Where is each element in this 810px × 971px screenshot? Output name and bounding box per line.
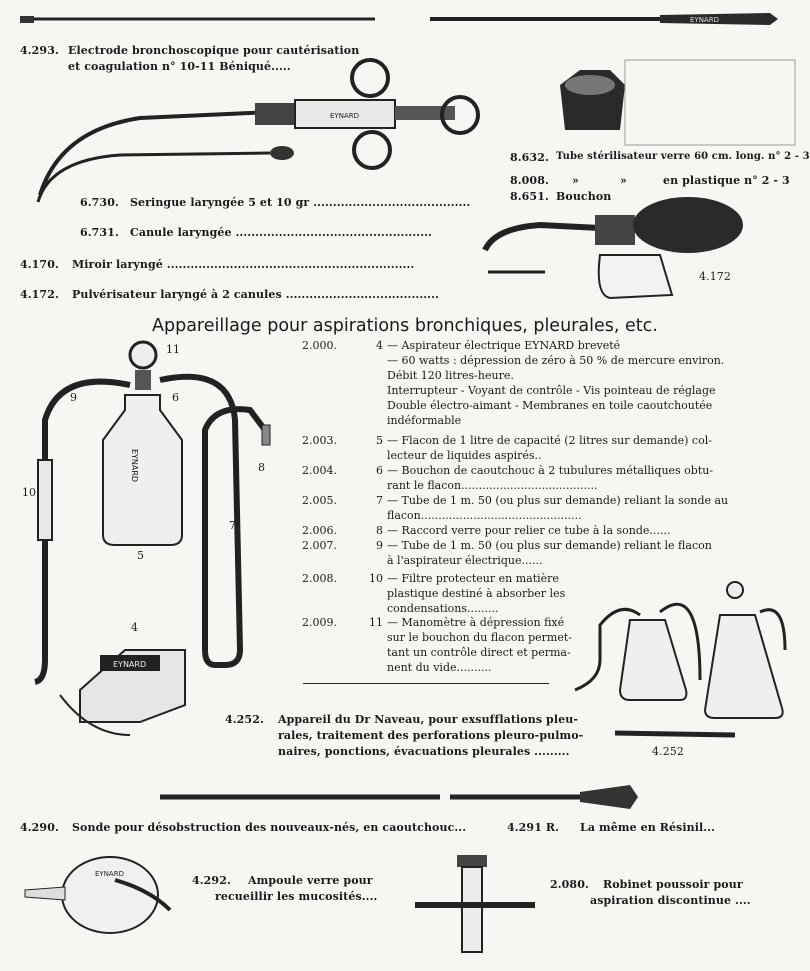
caption-4172: 4.172	[699, 270, 731, 283]
component-num: 5	[376, 434, 383, 447]
desc-line: — Filtre protecteur en matière	[387, 572, 559, 585]
component-6-desc	[387, 463, 713, 493]
item-6730-text: Seringue laryngée 5 et 10 gr	[130, 196, 310, 209]
item-8008-code: 8.008.	[510, 174, 549, 187]
component-code: 2.005.	[302, 494, 337, 507]
item-8632-code: 8.632.	[510, 151, 549, 164]
desc-line: flacon..............................................	[387, 509, 582, 522]
component-8-desc	[387, 523, 670, 538]
item-6731-text: Canule laryngée	[130, 226, 232, 239]
item-8632-label: Tube stérilisateur verre 60 cm. long. n° 2 - 3	[556, 151, 810, 162]
component-4-desc	[387, 338, 724, 428]
component-5-row	[302, 433, 383, 448]
component-code: 2.009.	[302, 616, 337, 629]
item-4252-code: 4.252.	[225, 713, 264, 726]
box-brand: EYNARD	[113, 660, 147, 669]
desc-line: sur le bouchon du flacon permet-	[387, 631, 572, 644]
component-6-row	[302, 463, 383, 478]
component-num: 11	[369, 616, 383, 629]
item-4291-label: La même en Résinil...	[580, 821, 716, 834]
section-heading: Appareillage pour aspirations bronchiques, pleurales, etc.	[152, 316, 658, 336]
bronchoscopic-electrode-illustration	[20, 13, 778, 25]
component-code: 2.003.	[302, 434, 337, 447]
syringe-engraving: EYNARD	[330, 112, 359, 120]
probe-engraving: EYNARD	[690, 16, 719, 24]
component-num: 10	[369, 572, 383, 585]
label-6: 6	[172, 391, 179, 404]
label-9: 9	[70, 391, 77, 404]
desc-line: Double électro-aimant - Membranes en toile caoutchoutée	[387, 399, 713, 412]
desc-line: nent du vide..........	[387, 661, 492, 674]
component-5-desc	[387, 433, 712, 463]
component-7-row	[302, 493, 383, 508]
desc-line: tant un contrôle direct et perma-	[387, 646, 571, 659]
desc-line: — Raccord verre pour relier ce tube à la sonde......	[387, 524, 671, 537]
item-8008-quote2: »	[620, 174, 627, 187]
neonatal-sonde-illustration	[160, 785, 638, 809]
component-num: 6	[376, 464, 383, 477]
item-8008-quote1: »	[572, 174, 579, 187]
item-4292-line2: recueillir les mucosités....	[215, 890, 378, 903]
item-4252-line2: rales, traitement des perforations pleuro-pulmo-	[278, 729, 584, 742]
item-4290-code: 4.290.	[20, 821, 59, 834]
item-2080-code: 2.080.	[550, 878, 589, 891]
component-10-desc	[387, 571, 565, 616]
desc-line: — Flacon de 1 litre de capacité (2 litres sur demande) col-	[387, 434, 712, 447]
item-4170-label: Miroir laryngé ...............................................................	[72, 258, 415, 271]
push-valve-illustration	[415, 855, 535, 952]
component-code: 2.006.	[302, 524, 337, 537]
component-9-row	[302, 538, 383, 553]
desc-line: — Manomètre à dépression fixé	[387, 616, 565, 629]
component-code: 2.008.	[302, 572, 337, 585]
label-10: 10	[22, 486, 36, 499]
item-6731-code: 6.731.	[80, 226, 119, 239]
component-10-row	[302, 571, 383, 586]
item-4293-code: 4.293.	[20, 44, 59, 57]
laryngeal-syringe-illustration	[38, 60, 478, 202]
desc-line: Débit 120 litres-heure.	[387, 369, 514, 382]
component-num: 4	[376, 339, 383, 352]
item-6730-label: Seringue laryngée 5 et 10 gr ........................................	[130, 196, 471, 209]
desc-line: — Tube de 1 m. 50 (ou plus sur demande) reliant le flacon	[387, 539, 712, 552]
item-2080-line2: aspiration discontinue ....	[590, 894, 751, 907]
desc-line: Interrupteur - Voyant de contrôle - Vis pointeau de réglage	[387, 384, 716, 397]
desc-line: condensations.........	[387, 602, 499, 615]
item-6731-label: Canule laryngée ..................................................	[130, 226, 432, 239]
section-divider	[303, 683, 549, 684]
sterilizer-tube-illustration	[560, 60, 795, 145]
label-8: 8	[258, 461, 265, 474]
component-8-row	[302, 523, 383, 538]
item-4172-code: 4.172.	[20, 288, 59, 301]
component-code: 2.000.	[302, 339, 337, 352]
desc-line: — Tube de 1 m. 50 (ou plus sur demande) reliant la sonde au	[387, 494, 729, 507]
desc-line: lecteur de liquides aspirés..	[387, 449, 542, 462]
component-4-row	[302, 338, 383, 353]
desc-line: à l'aspirateur électrique......	[387, 554, 543, 567]
item-4252-line1: Appareil du Dr Naveau, pour exsufflations pleu-	[278, 713, 578, 726]
glass-ampoule-illustration	[25, 857, 170, 933]
item-4172-text: Pulvérisateur laryngé à 2 canules	[72, 288, 282, 301]
item-4172-label: Pulvérisateur laryngé à 2 canules .......................................	[72, 288, 439, 301]
component-code: 2.004.	[302, 464, 337, 477]
label-4: 4	[131, 621, 138, 634]
item-4252-line3: naires, ponctions, évacuations pleurales .........	[278, 745, 570, 758]
item-4291-code: 4.291 R.	[507, 821, 560, 834]
item-2080-line1: Robinet poussoir pour	[603, 878, 743, 891]
label-7: 7	[229, 519, 236, 532]
label-11: 11	[166, 343, 180, 356]
label-5: 5	[137, 549, 144, 562]
component-code: 2.007.	[302, 539, 337, 552]
bottle-brand: EYNARD	[130, 448, 140, 483]
component-num: 8	[376, 524, 383, 537]
item-8008-label: en plastique n° 2 - 3	[663, 174, 790, 187]
component-9-desc	[387, 538, 712, 568]
caption-4252: 4.252	[652, 745, 684, 758]
desc-line: — Bouchon de caoutchouc à 2 tubulures métalliques obtu-	[387, 464, 714, 477]
desc-line: rant le flacon.......................................	[387, 479, 598, 492]
ampoule-engraving: EYNARD	[95, 870, 124, 878]
item-6730-code: 6.730.	[80, 196, 119, 209]
desc-line: indéformable	[387, 414, 462, 427]
component-11-row	[302, 615, 383, 630]
item-4292-code: 4.292.	[192, 874, 231, 887]
item-4170-text: Miroir laryngé	[72, 258, 163, 271]
item-4293-label-line1: Electrode bronchoscopique pour cautérisation	[68, 44, 360, 57]
item-4292-line1: Ampoule verre pour	[248, 874, 373, 887]
naveau-apparatus-illustration	[575, 582, 785, 735]
item-4293-label-line2: et coagulation n° 10-11 Béniqué.....	[68, 60, 291, 73]
item-4170-code: 4.170.	[20, 258, 59, 271]
item-4290-label: Sonde pour désobstruction des nouveaux-nés, en caoutchouc...	[72, 821, 467, 834]
component-num: 9	[376, 539, 383, 552]
item-8651-label: Bouchon	[556, 190, 612, 203]
component-11-desc	[387, 615, 572, 675]
component-7-desc	[387, 493, 728, 523]
desc-line: plastique destiné à absorber les	[387, 587, 566, 600]
component-num: 7	[376, 494, 383, 507]
desc-line: — Aspirateur électrique EYNARD breveté	[387, 339, 621, 352]
item-8651-code: 8.651.	[510, 190, 549, 203]
desc-line: — 60 watts : dépression de zéro à 50 % de mercure environ.	[387, 354, 725, 367]
